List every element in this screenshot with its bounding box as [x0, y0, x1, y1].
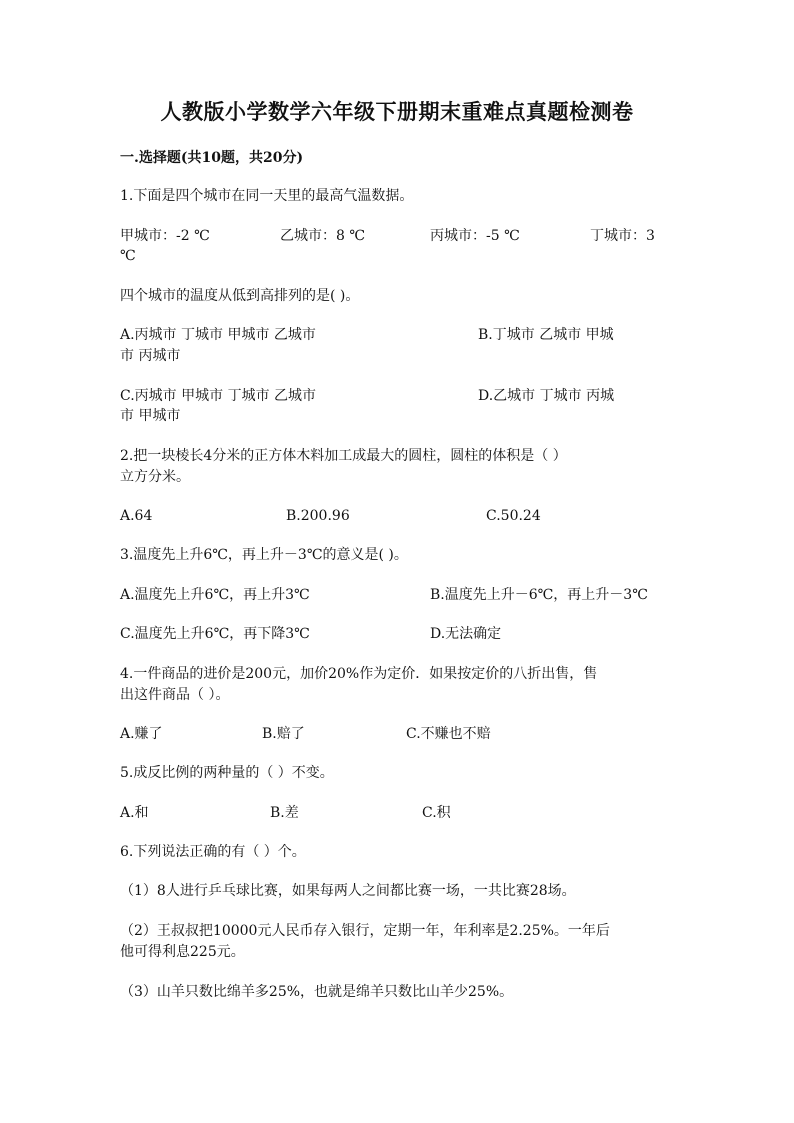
- question-1-stem: 1.下面是四个城市在同一天里的最高气温数据。: [120, 188, 414, 204]
- q3-option-d: D.无法确定: [430, 626, 502, 642]
- q2-option-a: A.64: [120, 508, 153, 524]
- page-title: 人教版小学数学六年级下册期末重难点真题检测卷: [160, 99, 634, 124]
- section-heading: 一.选择题(共10题，共20分): [120, 150, 304, 166]
- q4-option-c: C.不赚也不赔: [406, 726, 491, 742]
- q2-option-c: C.50.24: [486, 508, 541, 524]
- q1-option-d-wrap: 市 甲城市: [120, 408, 181, 424]
- q3-option-a: A.温度先上升6℃，再上升3℃: [120, 587, 310, 603]
- question-1-ask: 四个城市的温度从低到高排列的是( )。: [120, 288, 360, 304]
- question-4-stem: 4.一件商品的进价是200元，加价20%作为定价．如果按定价的八折出售，售: [120, 666, 598, 682]
- q5-option-a: A.和: [120, 805, 149, 821]
- question-3-stem: 3.温度先上升6℃，再上升－3℃的意义是( )。: [120, 547, 408, 563]
- q6-statement-2: （2）王叔叔把10000元人民币存入银行，定期一年，年利率是2.25%。一年后: [120, 923, 610, 939]
- question-4-stem-wrap: 出这件商品（ ）。: [120, 687, 230, 703]
- q1-option-c: C.丙城市 甲城市 丁城市 乙城市: [120, 388, 317, 404]
- q6-statement-1: （1）8人进行乒乓球比赛，如果每两人之间都比赛一场，一共比赛28场。: [120, 883, 576, 899]
- q4-option-b: B.赔了: [262, 726, 305, 742]
- q1-option-a: A.丙城市 丁城市 甲城市 乙城市: [120, 327, 316, 343]
- question-2-stem: 2.把一块棱长4分米的正方体木料加工成最大的圆柱，圆柱的体积是（ ）: [120, 448, 567, 464]
- question-6-stem: 6.下列说法正确的有（ ）个。: [120, 844, 306, 860]
- question-5-stem: 5.成反比例的两种量的（ ）不变。: [120, 765, 334, 781]
- q1-option-b: B.丁城市 乙城市 甲城: [478, 327, 614, 343]
- city-ding-unit: ℃: [120, 248, 136, 264]
- q1-option-b-wrap: 市 丙城市: [120, 348, 181, 364]
- city-bing: 丙城市：-5 ℃: [430, 228, 520, 244]
- city-yi: 乙城市：8 ℃: [280, 228, 366, 244]
- q6-statement-3: （3）山羊只数比绵羊多25%，也就是绵羊只数比山羊少25%。: [120, 984, 514, 1000]
- q5-option-b: B.差: [270, 805, 299, 821]
- question-2-stem-wrap: 立方分米。: [120, 469, 190, 485]
- q3-option-c: C.温度先上升6℃，再下降3℃: [120, 626, 310, 642]
- q2-option-b: B.200.96: [286, 508, 350, 524]
- q3-option-b: B.温度先上升－6℃，再上升－3℃: [430, 587, 648, 603]
- q5-option-c: C.积: [422, 805, 451, 821]
- q4-option-a: A.赚了: [120, 726, 163, 742]
- city-ding: 丁城市：3: [590, 228, 655, 244]
- q6-statement-2-wrap: 他可得利息225元。: [120, 944, 245, 960]
- q1-option-d: D.乙城市 丁城市 丙城: [478, 388, 615, 404]
- city-jia: 甲城市：-2 ℃: [120, 228, 210, 244]
